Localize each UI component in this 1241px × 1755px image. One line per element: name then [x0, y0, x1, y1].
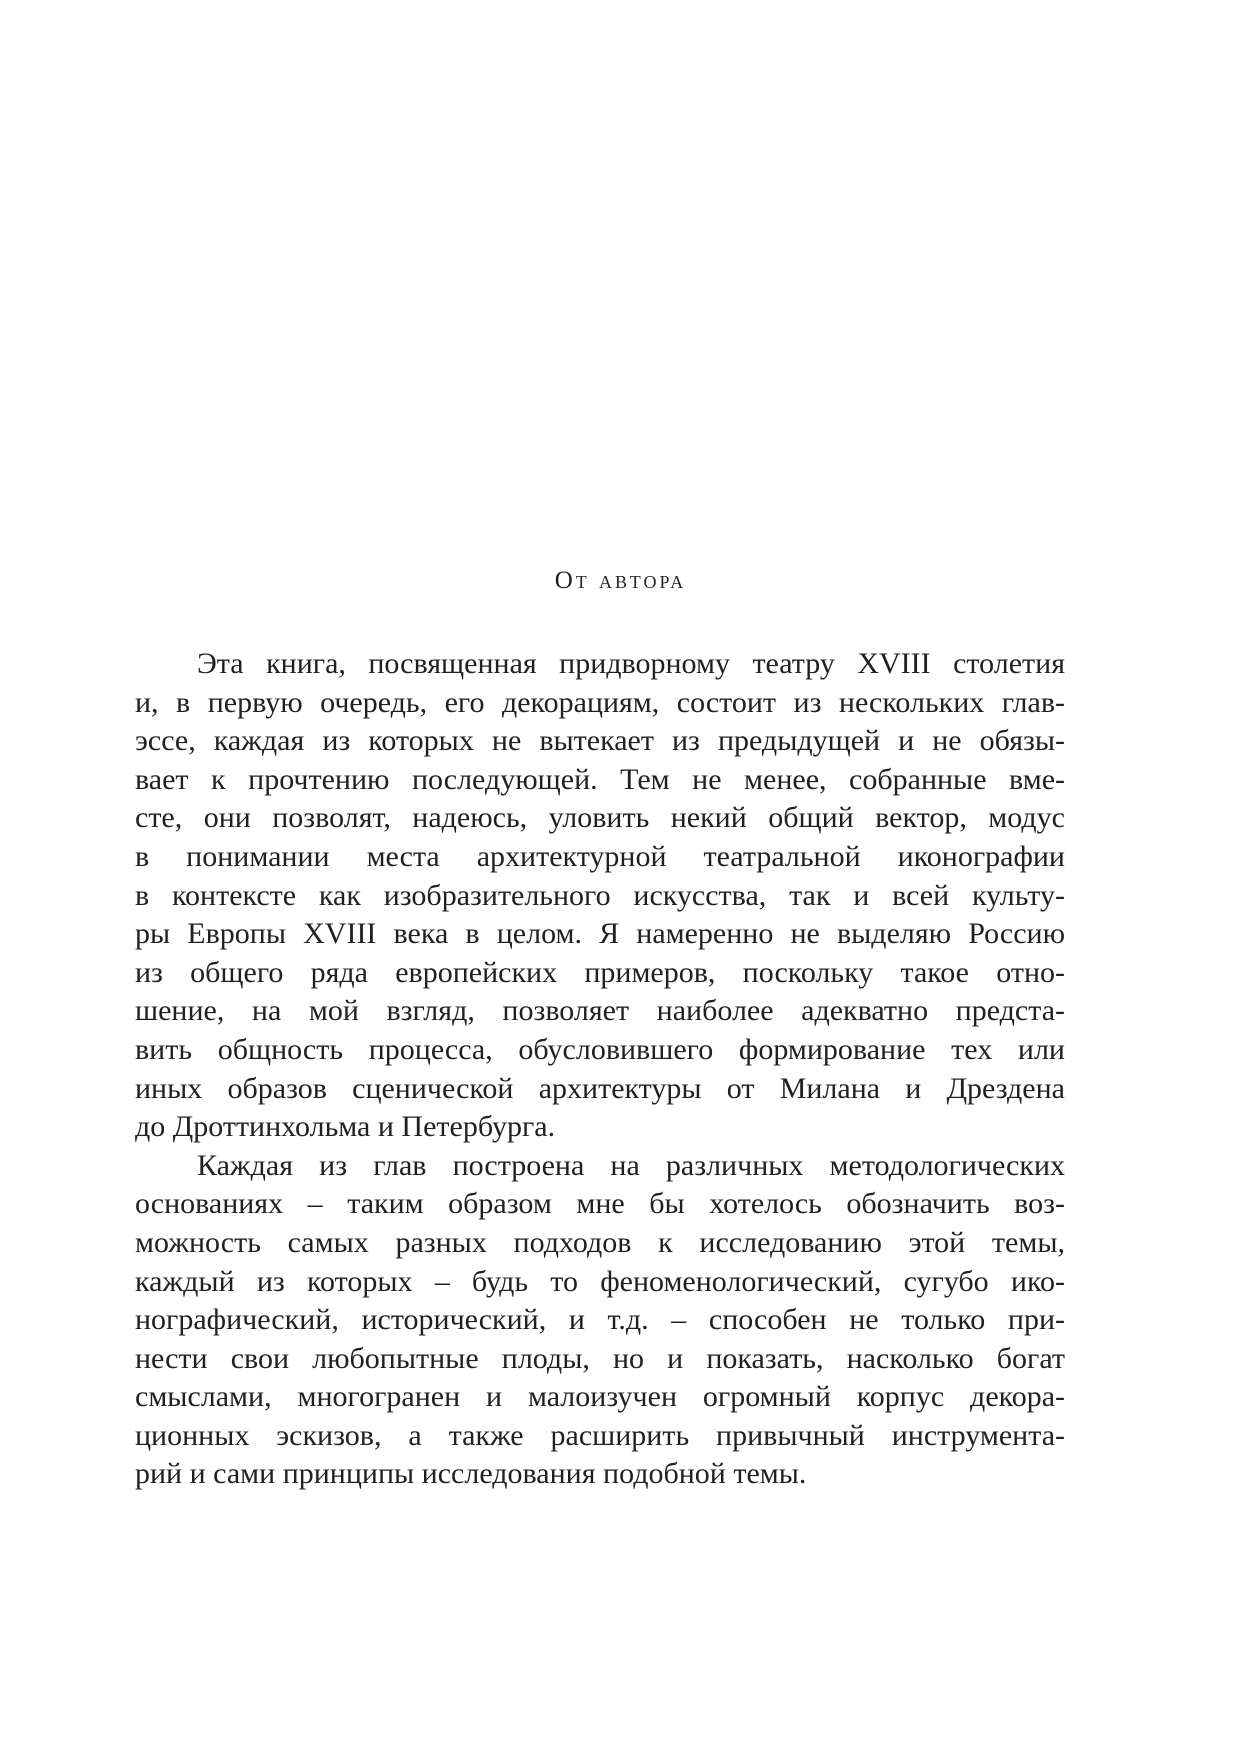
text-line: смыслами, многогранен и малоизучен огромный корпус декора- — [135, 1380, 1065, 1414]
text-line: иных образов сценической архитектуры от Милана и Дрездена — [135, 1071, 1065, 1105]
text-line: основаниях – таким образом мне бы хотелось обозначить воз- — [135, 1187, 1065, 1221]
text-line: сте, они позволят, надеюсь, уловить некий общий вектор, модус — [135, 801, 1065, 835]
paragraph — [135, 645, 1065, 1147]
chapter-heading: От автора — [554, 567, 687, 594]
text-line: Эта книга, посвященная придворному театру XVIII столетия — [197, 647, 1065, 680]
foreword-text — [135, 645, 1065, 1494]
text-line: рий и сами принципы исследования подобной темы. — [135, 1457, 807, 1491]
text-line: ры Европы XVIII века в целом. Я намеренно не выделяю Россию — [135, 917, 1065, 951]
text-line: эссе, каждая из которых не вытекает из предыдущей и не обязы- — [135, 724, 1065, 758]
paragraph — [135, 1147, 1065, 1494]
text-line: можность самых разных подходов к исследованию этой темы, — [135, 1225, 1065, 1259]
text-line: и, в первую очередь, его декорациям, состоит из нескольких глав- — [135, 685, 1065, 719]
text-line: из общего ряда европейских примеров, поскольку такое отно- — [135, 955, 1065, 989]
text-line: шение, на мой взгляд, позволяет наиболее адекватно предста- — [135, 994, 1065, 1028]
text-line: нографический, исторический, и т.д. – способен не только при- — [135, 1303, 1065, 1337]
text-line: до Дроттинхольма и Петербурга. — [135, 1110, 556, 1144]
text-line: каждый из которых – будь то феноменологический, сугубо ико- — [135, 1264, 1065, 1298]
text-line: вить общность процесса, обусловившего формирование тех или — [135, 1032, 1065, 1066]
text-line: ционных эскизов, а также расширить привычный инструмента- — [135, 1418, 1065, 1452]
text-line: нести свои любопытные плоды, но и показать, насколько богат — [135, 1341, 1065, 1375]
text-line: в контексте как изобразительного искусства, так и всей культу- — [135, 878, 1065, 912]
text-line: вает к прочтению последующей. Тем не менее, собранные вме- — [135, 762, 1065, 796]
text-line: в понимании места архитектурной театральной иконографии — [135, 839, 1065, 873]
text-line: Каждая из глав построена на различных методологических — [197, 1148, 1065, 1182]
